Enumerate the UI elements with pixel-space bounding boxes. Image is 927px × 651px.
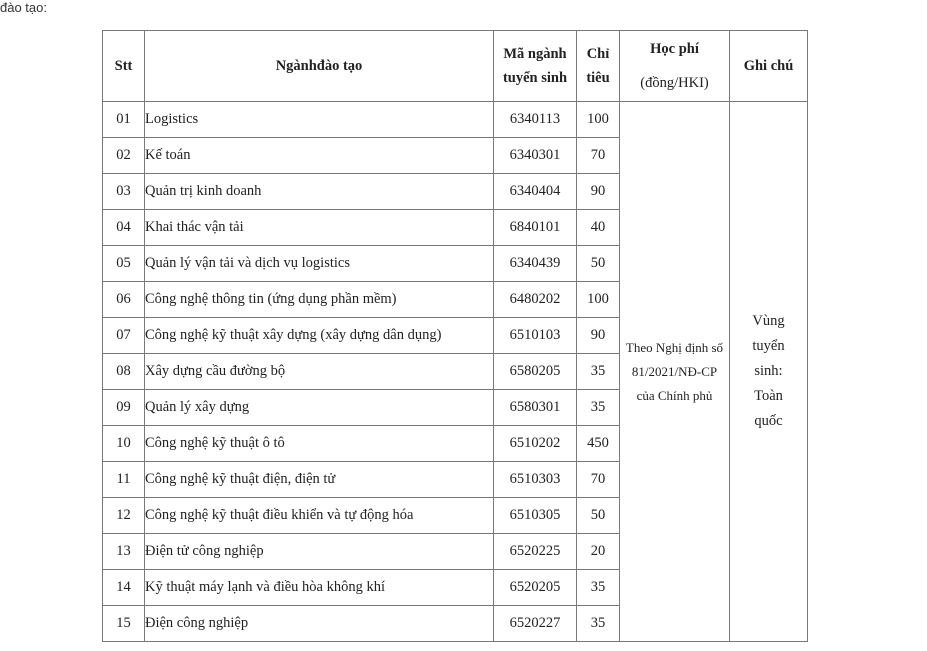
header-note: Ghi chú (730, 31, 808, 102)
cell-quota: 90 (577, 318, 620, 354)
cell-stt: 12 (103, 498, 145, 534)
cell-stt: 08 (103, 354, 145, 390)
header-fee-line2: (đồng/HKI) (640, 75, 709, 91)
header-fee (620, 31, 730, 102)
header-code (494, 31, 577, 102)
cell-code: 6520227 (494, 606, 577, 642)
cell-stt: 05 (103, 246, 145, 282)
table-header-row (103, 31, 808, 102)
tuition-fee-line3: của Chính phủ (636, 387, 713, 403)
table-body (103, 102, 808, 642)
cell-quota: 35 (577, 354, 620, 390)
cell-program: Quản trị kinh doanh (145, 174, 494, 210)
cell-note (730, 102, 808, 642)
note-line5: quốc (754, 413, 783, 429)
cell-program: Xây dựng cầu đường bộ (145, 354, 494, 390)
cell-code: 6510305 (494, 498, 577, 534)
cell-quota: 20 (577, 534, 620, 570)
cell-program: Logistics (145, 102, 494, 138)
header-quota-line1: Chỉ (586, 46, 610, 62)
cell-stt: 14 (103, 570, 145, 606)
cell-quota: 100 (577, 102, 620, 138)
header-program: Ngànhđào tạo (145, 31, 494, 102)
cell-code: 6340301 (494, 138, 577, 174)
cell-tuition-fee (620, 102, 730, 642)
cell-quota: 70 (577, 462, 620, 498)
cell-program: Công nghệ kỹ thuật điện, điện tử (145, 462, 494, 498)
cell-code: 6840101 (494, 210, 577, 246)
intro-text: đào tạo: (0, 0, 47, 15)
cell-stt: 02 (103, 138, 145, 174)
cell-code: 6340113 (494, 102, 577, 138)
note-line3: sinh: (754, 363, 783, 379)
cell-code: 6510103 (494, 318, 577, 354)
cell-program: Khai thác vận tải (145, 210, 494, 246)
cell-program: Quản lý vận tải và dịch vụ logistics (145, 246, 494, 282)
cell-stt: 03 (103, 174, 145, 210)
cell-quota: 35 (577, 570, 620, 606)
cell-program: Điện tử công nghiệp (145, 534, 494, 570)
cell-stt: 04 (103, 210, 145, 246)
cell-quota: 450 (577, 426, 620, 462)
cell-program: Điện công nghiệp (145, 606, 494, 642)
cell-code: 6580301 (494, 390, 577, 426)
cell-quota: 90 (577, 174, 620, 210)
cell-stt: 10 (103, 426, 145, 462)
note-line1: Vùng (752, 313, 785, 329)
cell-code: 6340439 (494, 246, 577, 282)
cell-code: 6520225 (494, 534, 577, 570)
tuition-fee-line1: Theo Nghị định số (625, 339, 724, 355)
cell-program: Công nghệ kỹ thuật điều khiển và tự động hóa (145, 498, 494, 534)
cell-quota: 50 (577, 246, 620, 282)
cell-stt: 01 (103, 102, 145, 138)
cell-stt: 13 (103, 534, 145, 570)
cell-code: 6340404 (494, 174, 577, 210)
cell-stt: 11 (103, 462, 145, 498)
cell-code: 6480202 (494, 282, 577, 318)
header-quota (577, 31, 620, 102)
cell-stt: 15 (103, 606, 145, 642)
cell-program: Kế toán (145, 138, 494, 174)
cell-program: Quản lý xây dựng (145, 390, 494, 426)
tuition-fee-line2: 81/2021/NĐ-CP (631, 363, 718, 379)
cell-quota: 70 (577, 138, 620, 174)
note-line4: Toàn (754, 388, 783, 404)
cell-code: 6520205 (494, 570, 577, 606)
header-fee-line1: Học phí (650, 41, 699, 57)
cell-stt: 06 (103, 282, 145, 318)
header-code-line1: Mã ngành (503, 46, 567, 62)
cell-quota: 100 (577, 282, 620, 318)
cell-quota: 50 (577, 498, 620, 534)
cell-program: Công nghệ thông tin (ứng dụng phần mềm) (145, 282, 494, 318)
cell-stt: 09 (103, 390, 145, 426)
cell-code: 6510303 (494, 462, 577, 498)
cell-stt: 07 (103, 318, 145, 354)
cell-quota: 35 (577, 390, 620, 426)
cell-program: Kỹ thuật máy lạnh và điều hòa không khí (145, 570, 494, 606)
table-row (103, 102, 808, 138)
note-line2: tuyển (752, 338, 785, 354)
header-code-line2: tuyển sinh (502, 70, 568, 86)
header-stt: Stt (103, 31, 145, 102)
cell-program: Công nghệ kỹ thuật xây dựng (xây dựng dân dụng) (145, 318, 494, 354)
cell-program: Công nghệ kỹ thuật ô tô (145, 426, 494, 462)
cell-quota: 35 (577, 606, 620, 642)
cell-code: 6510202 (494, 426, 577, 462)
cell-code: 6580205 (494, 354, 577, 390)
header-quota-line2: tiêu (586, 70, 610, 86)
cell-quota: 40 (577, 210, 620, 246)
program-table (102, 30, 808, 642)
